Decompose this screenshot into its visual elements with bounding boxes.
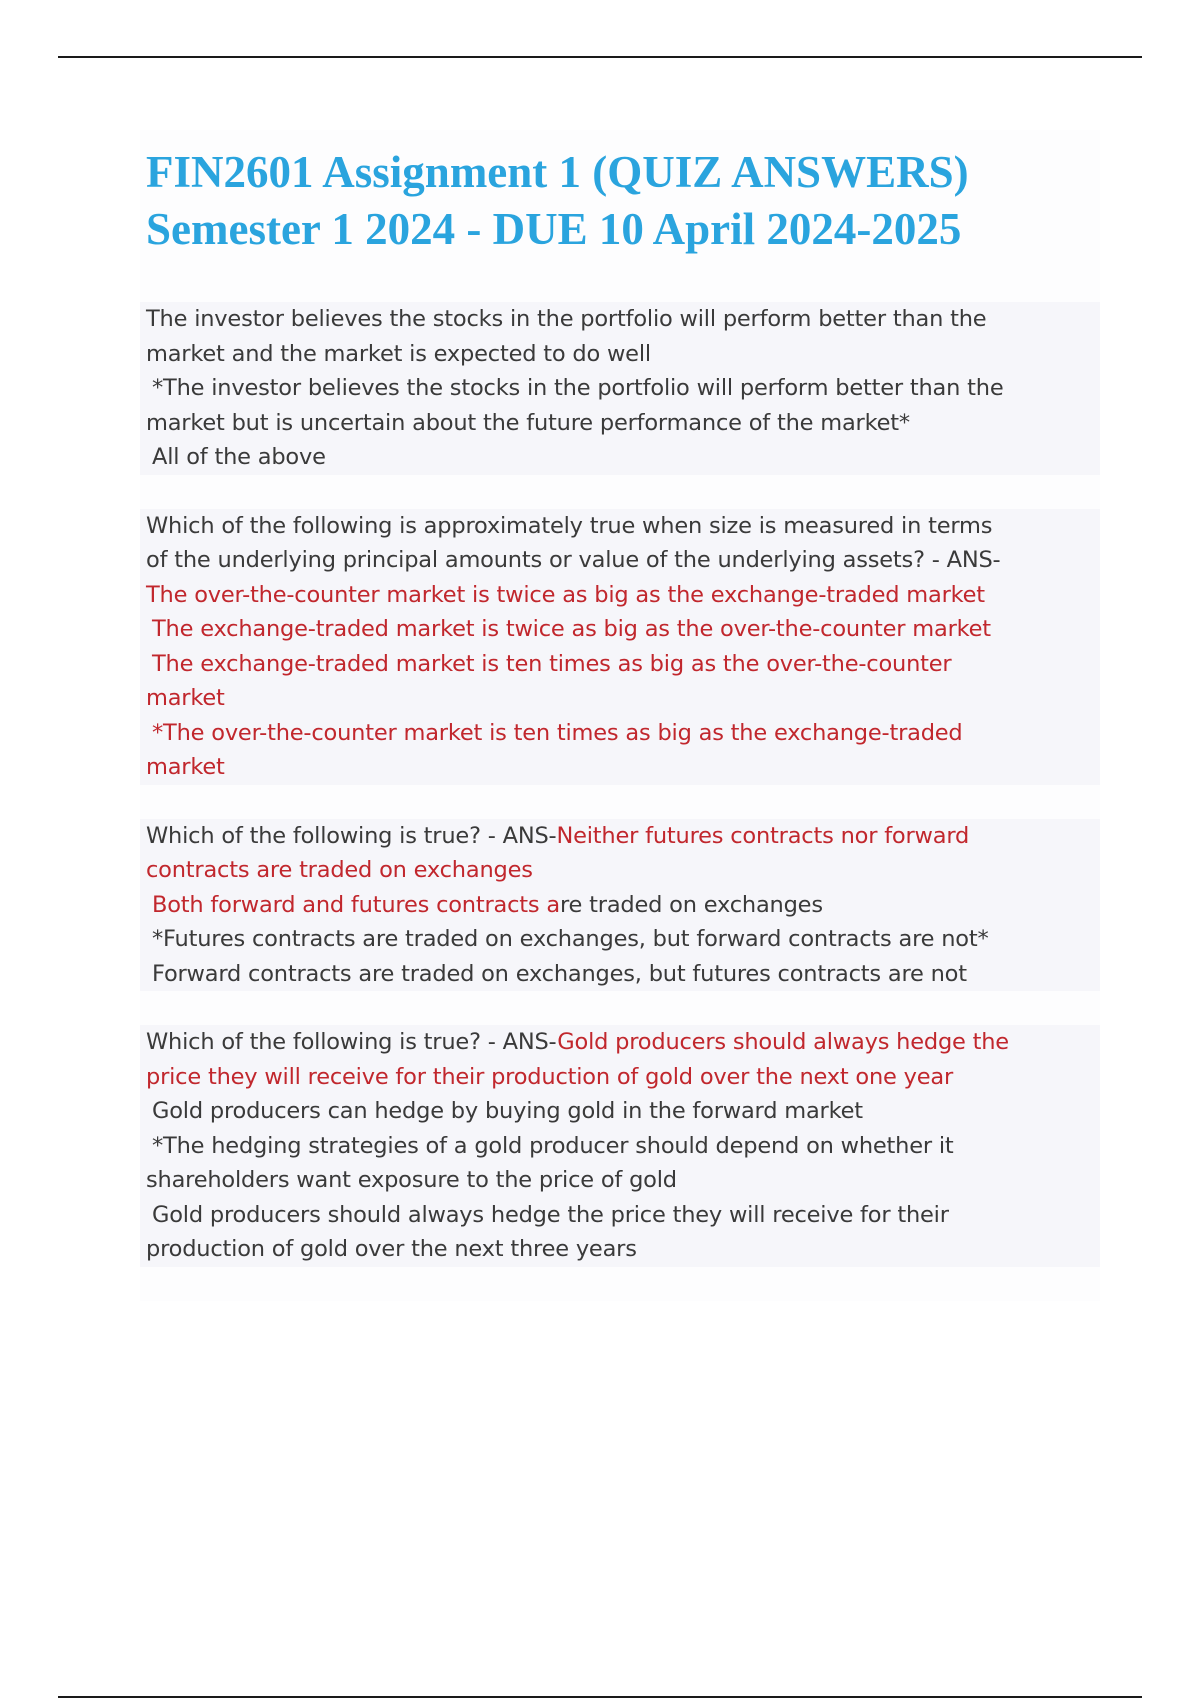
answer-option: The exchange-traded market is ten times as big as the over-the-counter (152, 650, 952, 677)
text-line: market but is uncertain about the future performance of the market* (146, 409, 910, 436)
answer-option-continued: price they will receive for their production of gold over the next one year (146, 1063, 954, 1090)
header-rule (58, 56, 1142, 58)
answer-option: Neither futures contracts nor forward (556, 822, 970, 849)
question-block-3 (140, 819, 1100, 992)
answer-option: Gold producers should always hedge the price they will receive for their (152, 1201, 949, 1228)
answer-option-continued: contracts are traded on exchanges (146, 857, 533, 883)
answer-option-continued: production of gold over the next three years (146, 1236, 637, 1262)
answer-option: Both forward and futures contracts a (152, 891, 560, 918)
text-line: The investor believes the stocks in the portfolio will perform better than the (146, 306, 987, 332)
footer-rule (58, 1696, 1142, 1698)
answer-option-line (146, 888, 1092, 923)
answer-option: Gold producers should always hedge the (557, 1029, 1009, 1055)
title-line-1: FIN2601 Assignment 1 (QUIZ ANSWERS) (146, 147, 969, 197)
answer-option: Forward contracts are traded on exchanges, but futures contracts are not (152, 960, 967, 987)
answer-option: Gold producers can hedge by buying gold in the forward market (152, 1098, 863, 1124)
question-block-1 (140, 302, 1100, 475)
answer-option-continued: shareholders want exposure to the price of gold (146, 1167, 677, 1193)
question-text: Which of the following is approximately true when size is measured in terms (146, 512, 993, 539)
answer-option: All of the above (152, 444, 326, 470)
text-line: market and the market is expected to do well (146, 340, 651, 367)
question-block-4 (140, 1025, 1100, 1267)
page-content (140, 130, 1100, 1301)
title-line-2: Semester 1 2024 - DUE 10 April 2024-2025 (146, 204, 962, 254)
answer-option-continued: market (146, 685, 225, 711)
document-title (140, 130, 1100, 302)
answer-option-rest: re traded on exchanges (560, 891, 823, 918)
question-text: Which of the following is true? - ANS- (146, 1029, 558, 1055)
answer-option-correct: *The hedging strategies of a gold producer should depend on whether it (152, 1132, 954, 1159)
answer-option: The over-the-counter market is twice as big as the exchange-traded market (146, 581, 985, 608)
answer-option-correct: *The over-the-counter market is ten times as big as the exchange-traded (152, 719, 963, 746)
answer-option-continued: market (146, 754, 225, 780)
question-text: Which of the following is true? - ANS- (146, 822, 557, 849)
answer-option-correct: *Futures contracts are traded on exchanges, but forward contracts are not* (152, 926, 989, 952)
question-line (146, 1025, 1092, 1060)
question-text: of the underlying principal amounts or value of the underlying assets? - ANS- (146, 547, 1001, 573)
answer-option: *The investor believes the stocks in the portfolio will perform better than the (152, 375, 1004, 401)
answer-option: The exchange-traded market is twice as big as the over-the-counter market (152, 616, 991, 642)
question-line (146, 819, 1092, 854)
question-block-2 (140, 509, 1100, 785)
